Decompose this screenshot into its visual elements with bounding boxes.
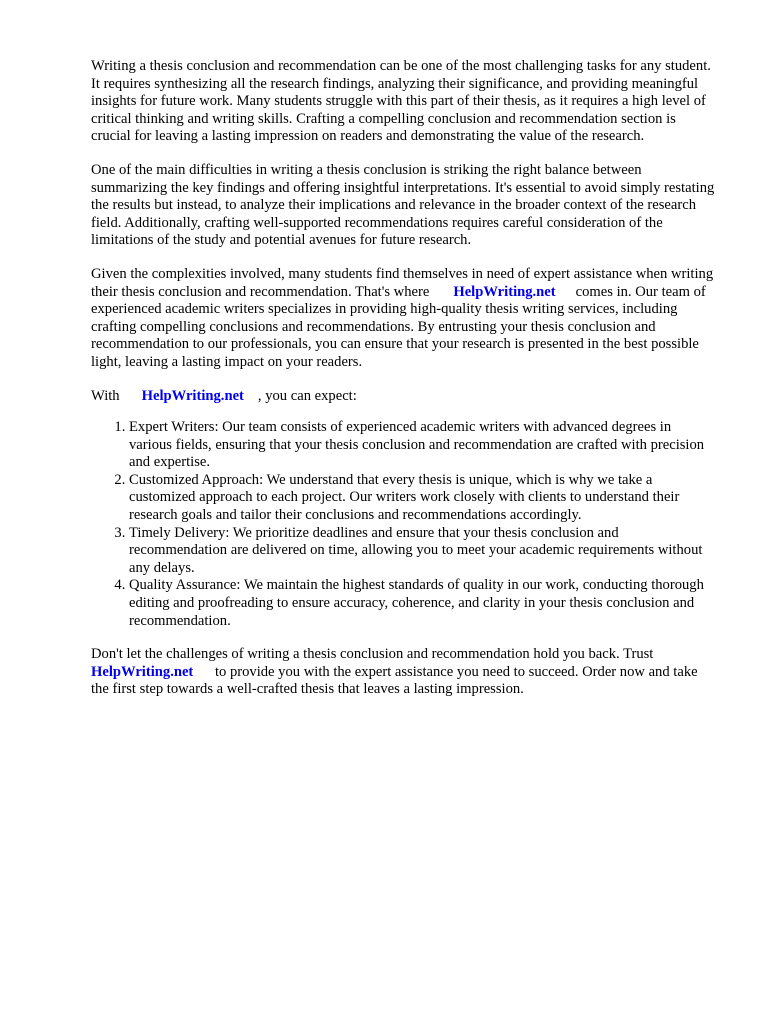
closing-text-before: Don't let the challenges of writing a thesis conclusion and recommendation hold you back. Trust (91, 646, 654, 663)
with-line-prefix: With (91, 387, 120, 404)
list-item: 4. Quality Assurance: We maintain the highest standards of quality in our work, conducting thorough editing and proofreading to ensure accuracy, coherence, and clarity in your thesis conclusion and recommendation. (129, 577, 717, 630)
document-page (91, 58, 717, 715)
closing-text-after: to provide you with the expert assistance you need to succeed. Order now and take the first step towards a well-crafted thesis that leaves a lasting impression. (91, 663, 698, 698)
with-line (91, 388, 717, 406)
helpwriting-link[interactable]: HelpWriting.net (141, 387, 244, 404)
paragraph-assistance (91, 266, 717, 372)
list-item: 2. Customized Approach: We understand that every thesis is unique, which is why we take a customized approach to each project. Our writers work closely with clients to understand their research goals and tailor their conclusions and recommendations accordingly. (129, 472, 717, 525)
paragraph-intro: Writing a thesis conclusion and recommendation can be one of the most challenging tasks for any student. It requires synthesizing all the research findings, analyzing their significance, and providing meaningful insights for future work. Many students struggle with this part of their thesis, as it requires a high level of critical thinking and writing skills. Crafting a compelling conclusion and recommendation section is crucial for leaving a lasting impression on readers and demonstrating the value of the research. (91, 58, 711, 145)
paragraph-assistance-text-before: Given the complexities involved, many students find themselves in need of expert assistance when writing their thesis conclusion and recommendation. That's where (91, 265, 714, 300)
paragraph-closing (91, 646, 717, 699)
with-line-suffix: , you can expect: (257, 387, 357, 404)
helpwriting-link[interactable]: HelpWriting.net (91, 663, 194, 680)
list-item: 3. Timely Delivery: We prioritize deadlines and ensure that your thesis conclusion and recommendation are delivered on time, allowing you to meet your academic requirements without any delays. (129, 525, 717, 578)
list-item: 1. Expert Writers: Our team consists of experienced academic writers with advanced degrees in various fields, ensuring that your thesis conclusion and recommendation are crafted with precision and expertise. (129, 419, 717, 472)
paragraph-difficulties: One of the main difficulties in writing a thesis conclusion is striking the right balance between summarizing the key findings and offering insightful interpretations. It's essential to avoid simply restating the results but instead, to analyze their implications and relevance in the broader context of the research field. Additionally, crafting well-supported recommendations requires careful consideration of the limitations of the study and potential avenues for future research. (91, 161, 715, 249)
paragraph-assistance-text-after: comes in. Our team of experienced academic writers specializes in providing high-quality thesis writing services, including crafting compelling conclusions and recommendations. By entrusting your thesis conclusion and recommendation to our professionals, you can ensure that your research is presented in the best possible light, leaving a lasting impact on your readers. (91, 283, 706, 370)
helpwriting-link[interactable]: HelpWriting.net (453, 283, 556, 300)
benefits-list (91, 419, 717, 630)
